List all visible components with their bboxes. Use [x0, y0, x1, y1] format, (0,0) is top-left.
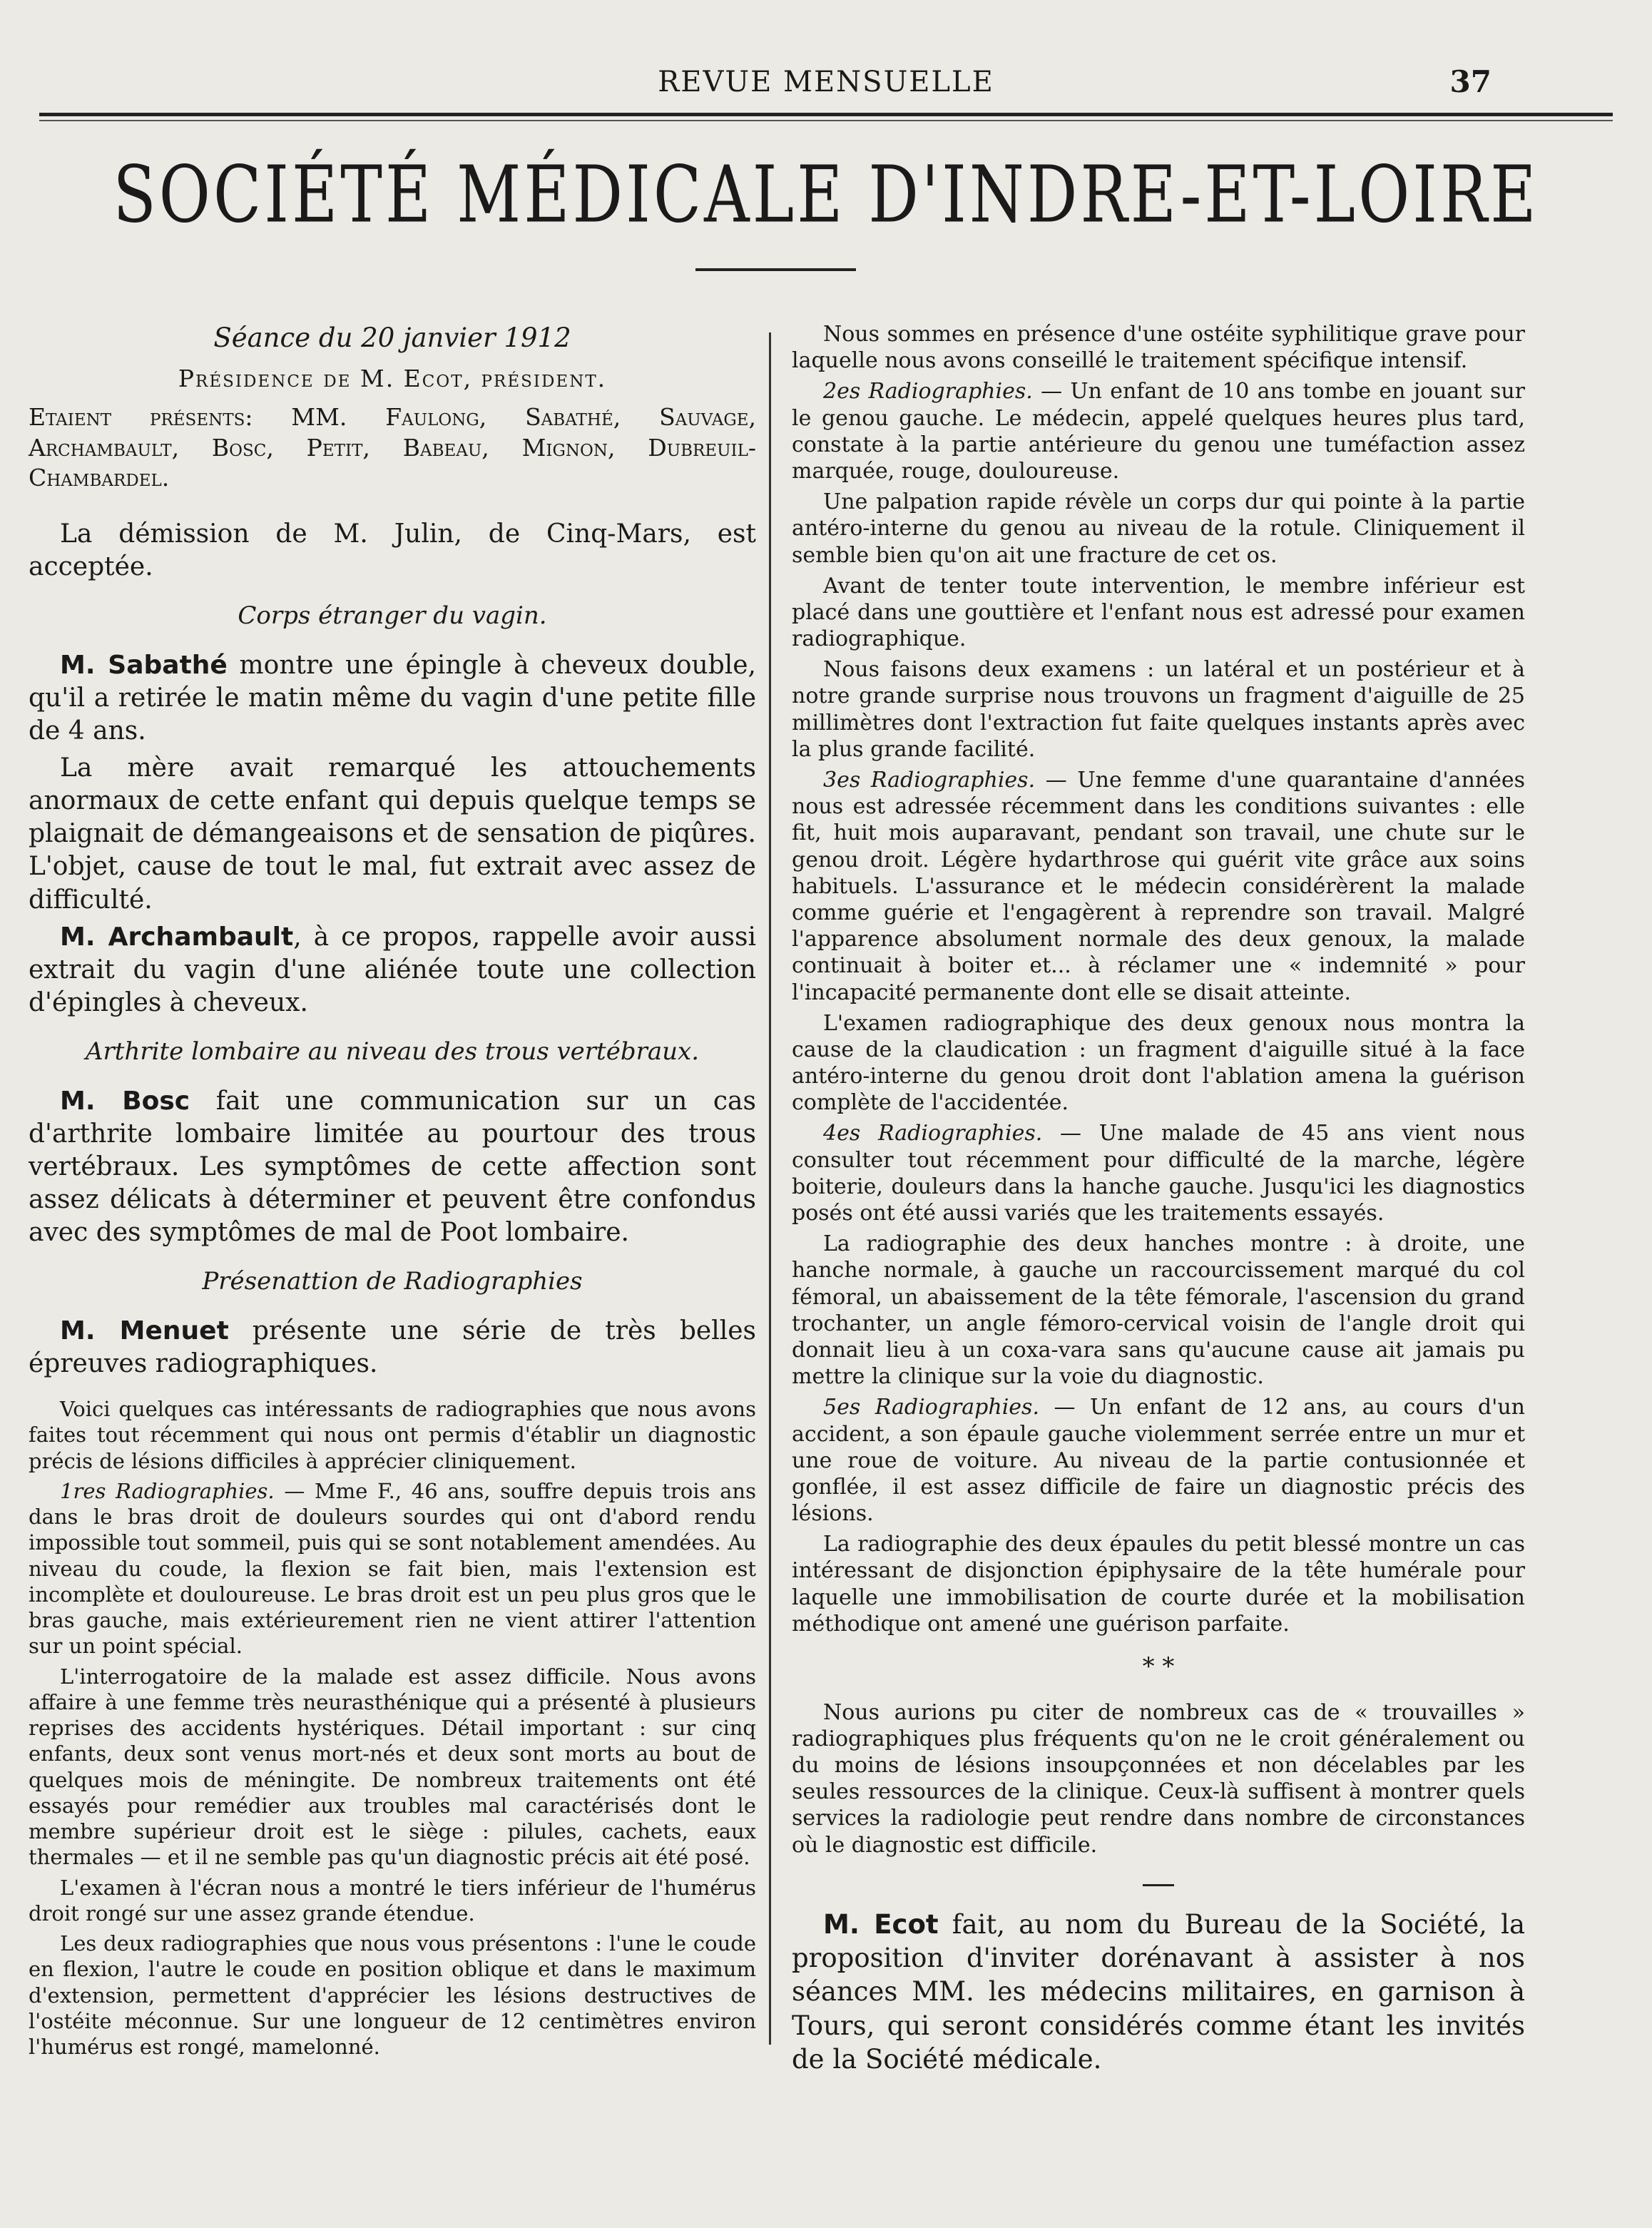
- attendees: Etaient présents: MM. Faulong, Sabathé, Sauvage, Archambault, Bosc, Petit, Babeau, Mignon, Dubreuil-Chambardel.: [29, 403, 756, 492]
- section-heading-arthrite: Arthrite lombaire au niveau des trous vertébraux.: [85, 1037, 700, 1066]
- paragraph-ecot-proposal: [792, 1908, 1525, 2077]
- paragraph-case-1: [29, 1478, 756, 1659]
- speaker-name: M. Sabathé: [60, 650, 228, 680]
- presidence: Présidence de M. Ecot, président.: [178, 364, 607, 392]
- paragraph-deux-radiographies: Les deux radiographies que nous vous présentons : l'une le coude en flexion, l'autre le coude en position oblique et dans le maximum d'extension, permettent d'apprécier les lésions destructives de l'ostéite méconnue. Sur une longueur de 12 centimètres environ l'humérus est rongé, mamelonné.: [29, 1931, 756, 2060]
- header-rule: [39, 113, 1613, 116]
- running-head: [0, 57, 1652, 107]
- paragraph-palpation: Une palpation rapide révèle un corps dur qui pointe à la partie antéro-interne du genou au niveau de la rotule. Cliniquement il semble bien qu'on ait une fracture de cet os.: [792, 489, 1525, 568]
- paragraph-examen-genoux: L'examen radiographique des deux genoux nous montra la cause de la claudication : un fragment d'aiguille situé à la face antéro-interne du genou droit dont l'ablation amena la guérison complète de l'accidentée.: [792, 1010, 1525, 1116]
- column-divider: [769, 332, 771, 2045]
- speaker-name: M. Archambault: [60, 922, 294, 952]
- right-column: [792, 321, 1525, 2081]
- case-label: 5es Radiographies.: [823, 1395, 1039, 1420]
- page-number: 37: [1449, 64, 1492, 99]
- paragraph-text: présente une série de très belles épreuves radiographiques.: [29, 1316, 756, 1379]
- paragraph-examen-ecran: L'examen à l'écran nous a montré le tiers inférieur de l'humérus droit rongé sur une assez grande étendue.: [29, 1875, 756, 1926]
- paragraph-bosc: [29, 1085, 756, 1249]
- case-label: 4es Radiographies.: [823, 1121, 1043, 1146]
- journal-title: REVUE MENSUELLE: [658, 66, 994, 98]
- society-title: SOCIÉTÉ MÉDICALE D'INDRE-ET-LOIRE: [113, 148, 1539, 240]
- title-rule: [695, 268, 856, 271]
- header-rule-thin: [39, 120, 1613, 121]
- paragraph-case-5: [792, 1394, 1525, 1527]
- paragraph-epaules: La radiographie des deux épaules du petit blessé montre un cas intéressant de disjonction épiphysaire de la tête humérale pour laquelle une immobilisation de courte durée et la mobilisation méthodique ont amené une guérison parfaite.: [792, 1532, 1525, 1637]
- section-asterism: * *: [1142, 1652, 1175, 1681]
- speaker-name: M. Ecot: [823, 1908, 939, 1940]
- paragraph-case-3: [792, 767, 1525, 1006]
- paragraph-text: — Mme F., 46 ans, souffre depuis trois ans dans le bras droit de douleurs sourdes qui ont d'abord rendu impossible tout sommeil, puis qui se sont notablement amendées. Au niveau du coude, la flexion se fait bien, mais l'extension est incomplète et douloureuse. Le bras droit est un peu plus gros que le bras gauche, mais extérieurement rien ne vient attirer l'attention sur un point spécial.: [29, 1478, 756, 1659]
- paragraph-text: fait une communication sur un cas d'arthrite lombaire limitée au pourtour des trous vertébraux. Les symptômes de cette affection sont assez délicats à déterminer et peuvent être confondus avec des symptômes de mal de Poot lombaire.: [29, 1086, 756, 1248]
- paragraph-text: , à ce propos, rappelle avoir aussi extrait du vagin d'une aliénée toute une collection d'épingles à cheveux.: [29, 922, 756, 1017]
- paragraph-case-2: [792, 378, 1525, 484]
- section-heading-vagin: Corps étranger du vagin.: [238, 601, 547, 631]
- paragraph-text: montre une épingle à cheveux double, qu'il a retirée le matin même du vagin d'une petite fille de 4 ans.: [29, 650, 756, 746]
- paragraph-text: — Une femme d'une quarantaine d'années nous est adressée récemment dans les conditions suivantes : elle fit, huit mois auparavant, pendant son travail, une chute sur le genou droit. Légère hydarthrose qui guérit vite grâce aux soins habituels. L'assurance et le médecin considérèrent la malade comme guérie et l'engagèrent à reprendre son travail. Malgré l'apparence absolument normale des deux genoux, la malade continuait à boiter et... à réclamer une « indemnité » pour l'incapacité permanente dont elle se disait atteinte.: [792, 768, 1526, 1005]
- paragraph-text: — Une malade de 45 ans vient nous consulter tout récemment pour difficulté de la marche, légère boiterie, douleurs dans la hanche gauche. Jusqu'ici les diagnostics posés ont été aussi variés que les traitements essayés.: [792, 1121, 1525, 1226]
- paragraph-intervention: Avant de tenter toute intervention, le membre inférieur est placé dans une gouttière et l'enfant nous est adressé pour examen radiographique.: [792, 573, 1525, 652]
- paragraph-text: fait, au nom du Bureau de la Société, la proposition d'inviter dorénavant à assister à nos séances MM. les médecins militaires, en garnison à Tours, qui seront considérés comme étant les invités de la Société médicale.: [792, 1908, 1526, 2075]
- paragraph-interrogatoire: L'interrogatoire de la malade est assez difficile. Nous avons affaire à une femme très neurasthénique qui a présenté à plusieurs reprises des accidents hystériques. Détail important : sur cinq enfants, deux sont venus mort-nés et deux sont morts au bout de quelques mois de méningite. De nombreux traitements ont été essayés pour remédier aux troubles mal caractérisés dont le membre supérieur droit est le siège : pilules, cachets, eaux thermales — et il ne semble pas qu'un diagnostic précis ait été posé.: [29, 1664, 756, 1870]
- paragraph-case-4: [792, 1120, 1525, 1226]
- paragraph-trouvailles: Nous aurions pu citer de nombreux cas de « trouvailles » radiographiques plus fréquents qu'on ne le croit généralement ou du moins de lésions insoupçonnées et non décelables par les seules ressources de la clinique. Ceux-là suffisent à montrer quels services la radiologie peut rendre dans nombre de circonstances où le diagnostic est difficile.: [792, 1699, 1525, 1858]
- resignation-note: La démission de M. Julin, de Cinq-Mars, est acceptée.: [29, 519, 756, 582]
- speaker-name: M. Menuet: [60, 1316, 229, 1346]
- paragraph-mere: La mère avait remarqué les attouchements anormaux de cette enfant qui depuis quelque temps se plaignait de démangeaisons et de sensation de piqûres. L'objet, cause de tout le mal, fut extrait avec assez de difficulté.: [29, 753, 756, 915]
- paragraph-sabathe: [29, 649, 756, 748]
- paragraph-menuet: [29, 1315, 756, 1380]
- case-label: 1res Radiographies.: [60, 1478, 275, 1503]
- paragraph-hanches: La radiographie des deux hanches montre : à droite, une hanche normale, à gauche un raccourcissement marqué du col fémoral, un abaissement de la tête fémorale, l'ascension du grand trochanter, un angle fémoro-cervical voisin de l'angle droit qui donnait lieu à un coxa-vara sans qu'aucune cause ait jamais pu mettre la clinique sur la voie du diagnostic.: [792, 1231, 1525, 1390]
- section-heading-radiographies: Présenattion de Radiographies: [202, 1267, 583, 1296]
- case-label: 3es Radiographies.: [823, 768, 1036, 793]
- speaker-name: M. Bosc: [60, 1086, 190, 1116]
- seance-date: Séance du 20 janvier 1912: [213, 322, 571, 353]
- left-column: [29, 321, 756, 2064]
- paragraph-archambault: [29, 921, 756, 1019]
- paragraph-osteite: Nous sommes en présence d'une ostéite syphilitique grave pour laquelle nous avons conseillé le traitement spécifique intensif.: [792, 322, 1525, 374]
- paragraph-text: — Un enfant de 12 ans, au cours d'un accident, a son épaule gauche violemment serrée entre un mur et une roue de voiture. Au niveau de la partie contusionnée et gonflée, il est assez difficile de faire un diagnostic précis des lésions.: [792, 1395, 1525, 1527]
- paragraph-text: — Un enfant de 10 ans tombe en jouant sur le genou gauche. Le médecin, appelé quelques heures plus tard, constate à la partie antérieure du genou une tuméfaction assez marquée, rouge, douloureuse.: [792, 379, 1525, 484]
- paragraph-intro-cases: Voici quelques cas intéressants de radiographies que nous avons faites tout récemment qui nous ont permis d'établir un diagnostic précis de lésions difficiles à apprécier cliniquement.: [29, 1397, 756, 1473]
- case-label: 2es Radiographies.: [823, 379, 1033, 405]
- separator-rule: [1143, 1884, 1174, 1886]
- paragraph-deux-examens: Nous faisons deux examens : un latéral et un postérieur et à notre grande surprise nous trouvons un fragment d'aiguille de 25 millimètres dont l'extraction fut faite quelques instants après avec la plus grande facilité.: [792, 657, 1525, 762]
